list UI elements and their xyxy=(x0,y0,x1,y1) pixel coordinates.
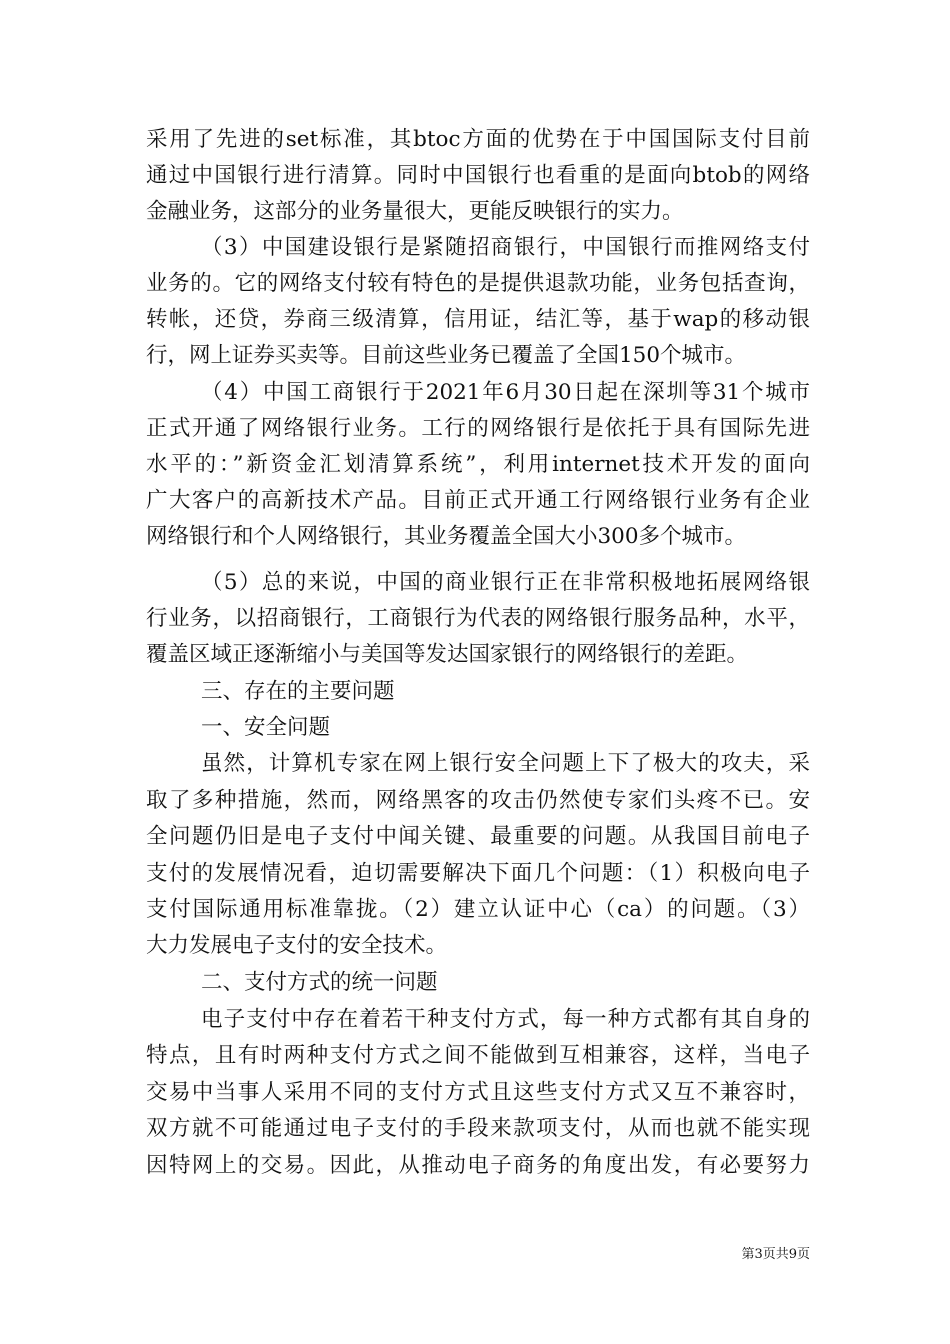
text-line: （3）中国建设银行是紧随招商银行，中国银行而推网络支付 xyxy=(201,235,810,260)
text-line: 金融业务，这部分的业务量很大，更能反映银行的实力。 xyxy=(146,199,684,224)
text-line: 正式开通了网络银行业务。工行的网络银行是依托于具有国际先进 xyxy=(146,416,810,441)
text-line: 电子支付中存在着若干种支付方式，每一种方式都有其自身的 xyxy=(201,1007,810,1032)
section-heading: 一、安全问题 xyxy=(201,715,331,740)
text-line: 行，网上证券买卖等。目前这些业务已覆盖了全国150个城市。 xyxy=(146,343,747,368)
text-line: 因特网上的交易。因此，从推动电子商务的角度出发，有必要努力 xyxy=(146,1153,810,1178)
text-line: 水平的：”新资金汇划清算系统”，利用internet技术开发的面向 xyxy=(146,452,810,477)
text-line: 网络银行和个人网络银行，其业务覆盖全国大小300多个城市。 xyxy=(146,524,747,549)
section-heading: 二、支付方式的统一问题 xyxy=(201,970,438,995)
text-line: 虽然，计算机专家在网上银行安全问题上下了极大的攻夫，采 xyxy=(201,751,810,776)
text-line: 大力发展电子支付的安全技术。 xyxy=(146,933,448,958)
text-line: 取了多种措施，然而，网络黑客的攻击仍然使专家们头疼不已。安 xyxy=(146,788,810,813)
text-line: （4）中国工商银行于2021年6月30日起在深圳等31个城市 xyxy=(201,380,810,405)
text-line: （5）总的来说，中国的商业银行正在非常积极地拓展网络银 xyxy=(201,570,810,595)
text-line: 支付的发展情况看，迫切需要解决下面几个问题：（1）积极向电子 xyxy=(146,861,810,886)
section-heading: 三、存在的主要问题 xyxy=(201,679,395,704)
text-line: 覆盖区域正逐渐缩小与美国等发达国家银行的网络银行的差距。 xyxy=(146,642,749,667)
text-line: 采用了先进的set标准，其btoc方面的优势在于中国国际支付目前 xyxy=(146,127,810,152)
text-line: 通过中国银行进行清算。同时中国银行也看重的是面向btob的网络 xyxy=(146,163,810,188)
text-line: 双方就不可能通过电子支付的手段来款项支付，从而也就不能实现 xyxy=(146,1116,810,1141)
text-line: 转帐，还贷，券商三级清算，信用证，结汇等，基于wap的移动银 xyxy=(146,307,810,332)
text-line: 广大客户的高新技术产品。目前正式开通工行网络银行业务有企业 xyxy=(146,488,810,513)
text-line: 特点，且有时两种支付方式之间不能做到互相兼容，这样，当电子 xyxy=(146,1043,810,1068)
text-line: 行业务，以招商银行，工商银行为代表的网络银行服务品种，水平， xyxy=(146,606,810,631)
text-line: 业务的。它的网络支付较有特色的是提供退款功能，业务包括查询， xyxy=(146,271,810,296)
page-number: 第3页共9页 xyxy=(741,1247,810,1262)
text-line: 交易中当事人采用不同的支付方式且这些支付方式又互不兼容时， xyxy=(146,1080,810,1105)
text-line: 支付国际通用标准靠拢。（2）建立认证中心（ca）的问题。（3） xyxy=(146,897,810,922)
text-line: 全问题仍旧是电子支付中闻关键、最重要的问题。从我国目前电子 xyxy=(146,824,810,849)
